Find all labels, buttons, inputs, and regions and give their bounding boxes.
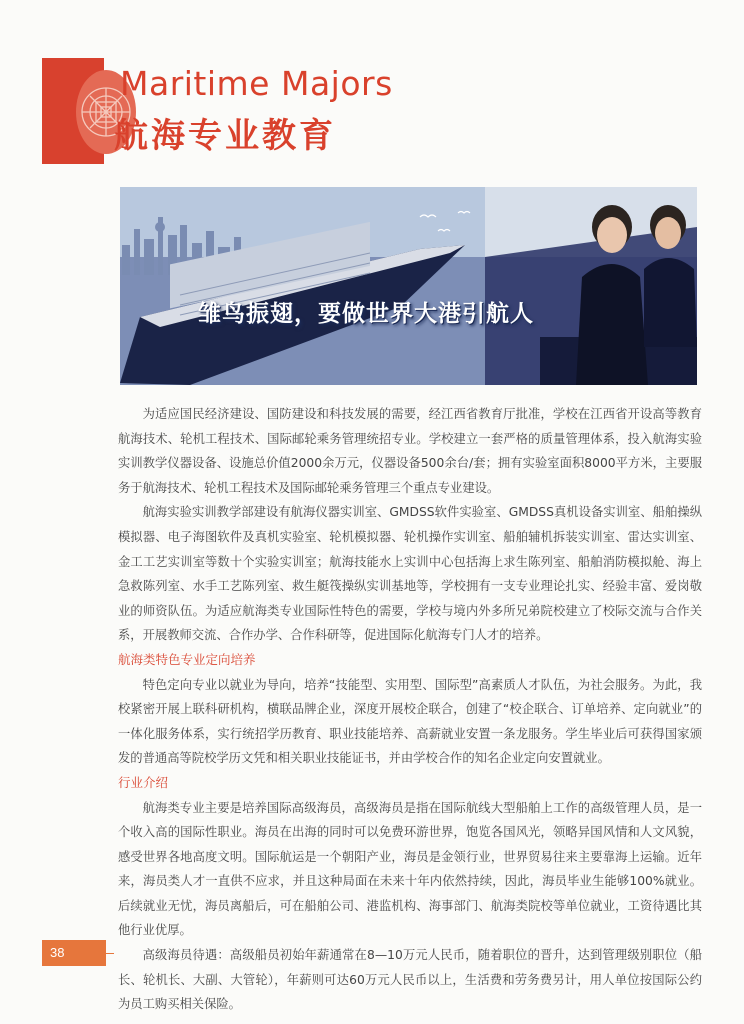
page-number-rule xyxy=(106,953,114,954)
page-number: 38 xyxy=(42,940,106,966)
paragraph: 航海类专业主要是培养国际高级海员，高级海员是指在国际航线大型船舶上工作的高级管理人员，是一个收入高的国际性职业。海员在出海的同时可以免费环游世界，饱览各国风光，领略异国风情和人文风貌，感受世界各地高度文明。国际航运是一个朝阳产业，海员是金领行业，世界贸易往来主要靠海上运输。近年来，海员类人才一直供不应求，并且这种局面在未来十年内依然持续，因此，海员毕业生能够100%就业。后续就业无忧，海员离船后，可在船舶公司、港监机构、海事部门、航海类院校等单位就业，工资待遇比其他行业优厚。 xyxy=(118,800,702,938)
paragraph: 高级海员待遇：高级船员初始年薪通常在8—10万元人民币，随着职位的晋升，达到管理级别职位（船长、轮机长、大副、大管轮），年薪则可达60万元人民币以上，生活费和劳务费另计，用人单位按国际公约为员工购买相关保险。 xyxy=(118,948,702,1012)
paragraph: 为适应国民经济建设、国防建设和科技发展的需要，经江西省教育厅批准，学校在江西省开设高等教育航海技术、轮机工程技术、国际邮轮乘务管理统招专业。学校建立一套严格的质量管理体系，投入航海实验实训教学仪器设备、设施总价值2000余万元，仪器设备500余台/套；拥有实验室面积8000平方米，主要服务于航海技术、轮机工程技术及国际邮轮乘务管理三个重点专业建设。 xyxy=(118,407,702,495)
paragraph: 特色定向专业以就业为导向，培养“技能型、实用型、国际型”高素质人才队伍，为社会服务。为此，我校紧密开展上联科研机构，横联品牌企业，深度开展校企联合，创建了“校企联合、订单培养、定向就业”的一体化服务体系，实行统招学历教育、职业技能培养、高薪就业安置一条龙服务。学生毕业后可获得国家颁发的普通高等院校学历文凭和相关职业技能证书，并由学校合作的知名企业定向安置就业。 xyxy=(118,677,702,766)
banner-illustration xyxy=(120,187,697,385)
paragraph: 航海实验实训教学部建设有航海仪器实训室、GMDSS软件实验室、GMDSS真机设备实训室、船舶操纵模拟器、电子海图软件及真机实验室、轮机模拟器、轮机操作实训室、船舶辅机拆装实训室、雷达实训室、金工工艺实训室等数十个实验实训室；航海技能水上实训中心包括海上求生陈列室、船舶消防模拟舱、海上急救陈列室、水手工艺陈列室、救生艇筏操纵实训基地等，学校拥有一支专业理论扎实、经验丰富、爱岗敬业的师资队伍。为适应航海类专业国际性特色的需要，学校与境内外多所兄弟院校建立了校际交流与合作关系，开展教师交流、合作办学、合作科研等，促进国际化航海专门人才的培养。 xyxy=(118,505,702,643)
banner-slogan: 雏鸟振翅，要做世界大港引航人 xyxy=(198,300,534,327)
title-english: Maritime Majors xyxy=(120,64,393,103)
article-body xyxy=(118,402,702,1017)
banner-image xyxy=(120,187,697,385)
section-heading: 航海类特色专业定向培养 xyxy=(118,651,256,667)
title-chinese: 航海专业教育 xyxy=(114,116,336,156)
section-heading: 行业介绍 xyxy=(118,774,169,790)
